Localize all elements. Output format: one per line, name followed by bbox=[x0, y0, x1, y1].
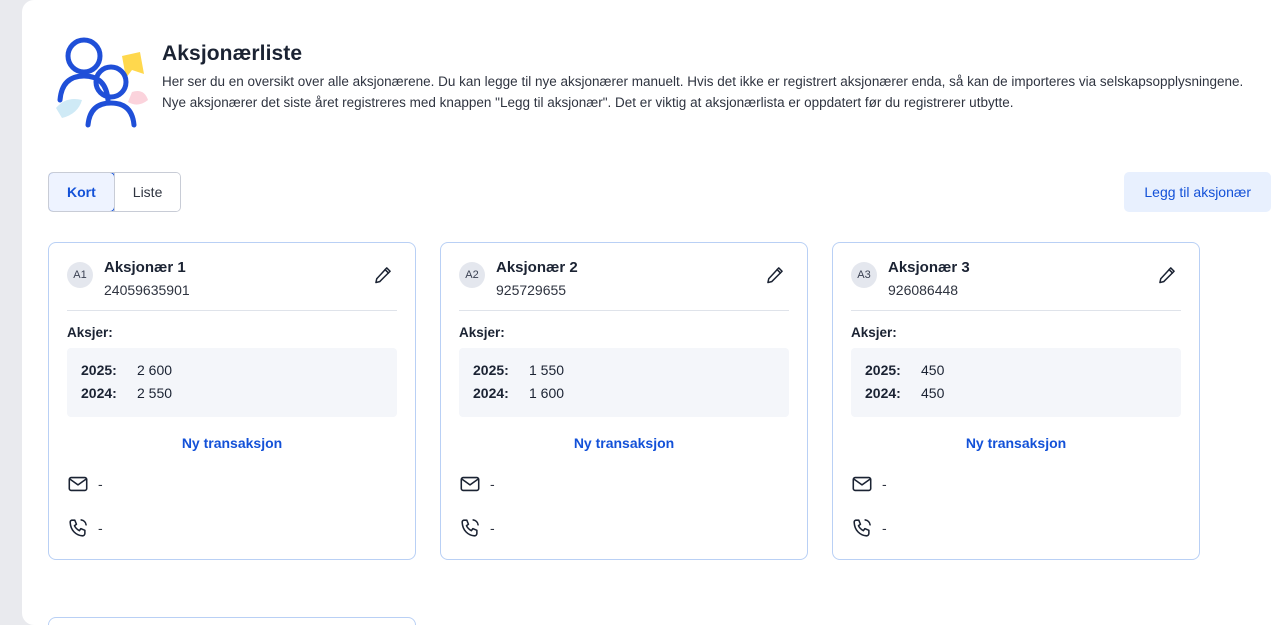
email-value: - bbox=[98, 476, 103, 492]
email-row bbox=[459, 473, 789, 495]
page-header bbox=[22, 0, 1285, 135]
edit-icon[interactable] bbox=[1153, 261, 1181, 289]
page-description: Her ser du en oversikt over alle aksjonærene. Du kan legge til nye aksjonærer manuelt. Hvis det ikke er registrert aksjonærer enda, så kan de importeres via selskapsopplysningene. Nye aksjonærer det siste året registreres med knappen "Legg til aksjonær". Det er viktig at aksjonærlista er oppdatert før du registrerer utbytte. bbox=[162, 74, 1244, 110]
add-shareholder-button[interactable]: Legg til aksjonær bbox=[1124, 172, 1271, 212]
shareholder-orgnr: 926086448 bbox=[888, 282, 959, 298]
shares-box bbox=[851, 348, 1181, 417]
share-value: 1 550 bbox=[529, 362, 565, 378]
shareholder-card bbox=[832, 242, 1200, 560]
email-row bbox=[851, 473, 1181, 495]
shareholder-orgnr: 925729655 bbox=[496, 282, 567, 298]
shareholder-card bbox=[440, 242, 808, 560]
share-year: 2025: bbox=[81, 362, 117, 378]
share-year-row bbox=[81, 382, 383, 405]
phone-value: - bbox=[882, 520, 887, 536]
shareholder-card-partial bbox=[48, 617, 416, 625]
edit-icon[interactable] bbox=[761, 261, 789, 289]
share-value: 450 bbox=[921, 362, 945, 378]
new-transaction-link[interactable]: Ny transaksjon bbox=[573, 435, 675, 451]
share-year: 2025: bbox=[473, 362, 509, 378]
email-row bbox=[67, 473, 397, 495]
header-text-block bbox=[162, 28, 1267, 113]
phone-value: - bbox=[98, 520, 103, 536]
card-header bbox=[67, 259, 397, 311]
share-value: 450 bbox=[921, 385, 945, 401]
shareholder-card-list bbox=[48, 242, 1285, 560]
shareholder-name: Aksjonær 3 bbox=[888, 259, 970, 276]
mail-icon bbox=[67, 473, 93, 495]
new-transaction-link[interactable]: Ny transaksjon bbox=[965, 435, 1067, 451]
phone-row bbox=[67, 517, 397, 539]
share-year: 2024: bbox=[865, 385, 901, 401]
email-value: - bbox=[490, 476, 495, 492]
share-year: 2025: bbox=[865, 362, 901, 378]
share-year: 2024: bbox=[81, 385, 117, 401]
phone-icon bbox=[459, 517, 485, 539]
tab-card-view[interactable]: Kort bbox=[48, 172, 115, 212]
shares-label: Aksjer: bbox=[459, 325, 505, 340]
phone-value: - bbox=[490, 520, 495, 536]
tab-list-view[interactable]: Liste bbox=[115, 173, 181, 211]
share-year-row bbox=[473, 359, 775, 382]
share-year-row bbox=[865, 382, 1167, 405]
toolbar bbox=[48, 172, 1271, 212]
mail-icon bbox=[459, 473, 485, 495]
phone-icon bbox=[67, 517, 93, 539]
avatar: A1 bbox=[67, 262, 93, 288]
shareholder-name: Aksjonær 2 bbox=[496, 259, 578, 276]
share-year-row bbox=[865, 359, 1167, 382]
share-value: 2 600 bbox=[137, 362, 173, 378]
share-year-row bbox=[81, 359, 383, 382]
shareholder-card bbox=[48, 242, 416, 560]
shares-label: Aksjer: bbox=[851, 325, 897, 340]
phone-row bbox=[851, 517, 1181, 539]
card-header bbox=[459, 259, 789, 311]
page-title: Aksjonærliste bbox=[162, 42, 303, 65]
shareholder-orgnr: 24059635901 bbox=[104, 282, 190, 298]
email-value: - bbox=[882, 476, 887, 492]
shares-box bbox=[67, 348, 397, 417]
card-header bbox=[851, 259, 1181, 311]
shareholder-name: Aksjonær 1 bbox=[104, 259, 186, 276]
mail-icon bbox=[851, 473, 877, 495]
view-switcher bbox=[48, 172, 181, 212]
shares-label: Aksjer: bbox=[67, 325, 113, 340]
shares-box bbox=[459, 348, 789, 417]
share-year-row bbox=[473, 382, 775, 405]
page-container bbox=[22, 0, 1285, 625]
avatar: A2 bbox=[459, 262, 485, 288]
share-value: 1 600 bbox=[529, 385, 565, 401]
shareholders-illustration-icon bbox=[40, 30, 148, 135]
phone-row bbox=[459, 517, 789, 539]
new-transaction-link[interactable]: Ny transaksjon bbox=[181, 435, 283, 451]
phone-icon bbox=[851, 517, 877, 539]
avatar: A3 bbox=[851, 262, 877, 288]
edit-icon[interactable] bbox=[369, 261, 397, 289]
share-year: 2024: bbox=[473, 385, 509, 401]
share-value: 2 550 bbox=[137, 385, 173, 401]
